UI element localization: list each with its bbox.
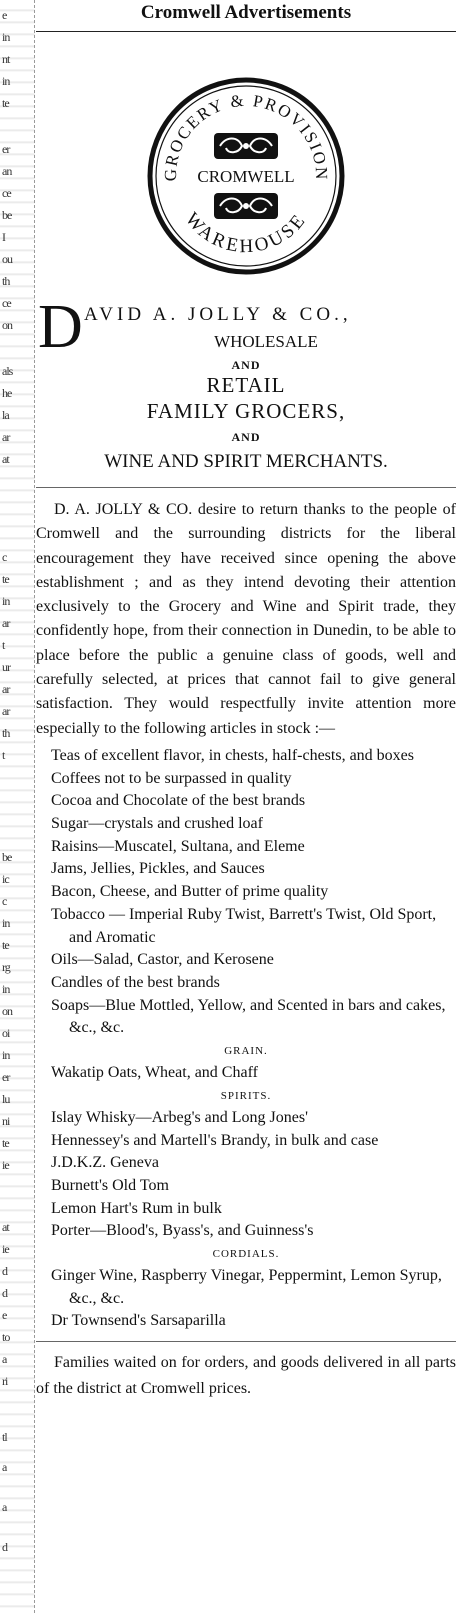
list-item: Oils—Salad, Castor, and Kerosene [51,951,274,969]
strip-fragment: als [2,364,13,378]
list-item: Bacon, Cheese, and Butter of prime quality [51,883,329,901]
cordials-heading: CORDIALS. [212,1248,280,1261]
list-item: Dr Townsend's Sarsaparilla [51,1312,226,1330]
emblem-center-text: CROMWELL [197,167,295,186]
strip-fragment: ar [2,616,10,630]
list-item: J.D.K.Z. Geneva [51,1154,159,1172]
list-item: Candles of the best brands [51,974,220,991]
strip-fragment: ie [2,1242,9,1256]
strip-fragment: t [2,748,5,762]
list-item: Cocoa and Chocolate of the best brands [51,792,306,810]
list-item: Ginger Wine, Raspberry Vinegar, Peppermint, Lemon Syrup, &c., &c. [51,1267,442,1307]
wholesale-line: WHOLESALE [214,332,318,351]
strip-fragment: in [2,30,10,44]
drop-cap: D [38,293,83,361]
list-item: Coffees not to be surpassed in quality [51,769,292,787]
strip-fragment: lu [2,1092,10,1106]
strip-fragment: c [2,894,7,908]
list-item: Raisins—Muscatel, Sultana, and Eleme [51,837,305,855]
strip-fragment: ce [2,296,11,310]
spirits-heading: SPIRITS. [220,1089,272,1102]
strip-fragment: he [2,386,12,400]
list-item: Lemon Hart's Rum in bulk [51,1199,222,1217]
emblem-arc-top-text: GROCERY & PROVISION [160,90,332,182]
strip-fragment: at [2,1220,9,1234]
list-item: Soaps—Blue Mottled, Yellow, and Scented in bars and cakes, &c., &c. [51,996,446,1037]
strip-fragment: to [2,1330,10,1344]
list-item: Hennessey's and Martell's Brandy, in bulk and case [51,1131,379,1149]
strip-fragment: in [2,916,10,930]
strip-fragment: ar [2,704,10,718]
and-separator: AND [231,430,261,444]
strip-fragment: c [2,550,7,564]
list-item: Wakatip Oats, Wheat, and Chaff [51,1064,258,1082]
strip-fragment: be [2,208,12,222]
adjacent-column-strip [0,0,35,1613]
strip-fragment: rg [2,960,10,974]
emblem-arc-bottom-text: WAREHOUSE [180,208,311,258]
ornament-bottom-icon [214,193,278,219]
strip-fragment: er [2,1070,10,1084]
strip-fragment: nt [2,52,10,66]
wine-spirit-line: WINE AND SPIRIT MERCHANTS. [36,451,456,488]
strip-fragment: ar [2,682,10,696]
strip-fragment: d [2,1264,7,1278]
strip-fragment: in [2,1048,10,1062]
strip-fragment: e [2,8,7,22]
strip-fragment: tl [2,1430,7,1444]
strip-fragment: ni [2,1114,10,1128]
strip-fragment: ic [2,872,9,886]
strip-fragment: a [2,1500,7,1514]
list-item: Burnett's Old Tom [51,1176,169,1194]
strip-fragment: a [2,1352,7,1366]
list-item: Jams, Jellies, Pickles, and Sauces [51,860,265,878]
strip-fragment: te [2,96,9,110]
strip-fragment: on [2,318,12,332]
strip-fragment: I [2,230,5,244]
strip-fragment: te [2,938,9,952]
strip-fragment: te [2,572,9,586]
list-item: Teas of excellent flavor, in chests, half-chests, and boxes [51,746,414,764]
list-item: Islay Whisky—Arbeg's and Long Jones' [51,1108,308,1126]
firm-name: AVID A. JOLLY & CO., [84,304,352,325]
list-item: Tobacco — Imperial Ruby Twist, Barrett's Twist, Old Sport, and Aromatic [51,905,437,946]
strip-fragment: oi [2,1026,10,1040]
strip-fragment: at [2,452,9,466]
strip-fragment: e [2,1308,7,1322]
and-separator: AND [231,358,261,372]
strip-fragment: on [2,1004,12,1018]
strip-fragment: t [2,638,5,652]
strip-fragment: be [2,850,12,864]
list-item: Sugar—crystals and crushed loaf [51,815,263,833]
strip-fragment: er [2,142,10,156]
strip-fragment: d [2,1286,7,1300]
strip-fragment: ce [2,186,11,200]
grain-heading: GRAIN. [224,1045,268,1058]
warehouse-emblem [146,76,346,276]
strip-fragment: ie [2,1158,9,1172]
list-item: Porter—Blood's, Byass's, and Guinness's [51,1222,314,1240]
advertisement-column [36,0,456,1402]
strip-fragment: la [2,408,9,422]
strip-fragment: th [2,274,10,288]
strip-fragment: ur [2,660,10,674]
firm-name-block [36,293,456,361]
stock-list [36,745,456,1333]
column-header: Cromwell Advertisements [36,0,456,32]
family-grocers-line: FAMILY GROCERS, [146,399,346,423]
intro-paragraph: D. A. JOLLY & CO. desire to return thanks to the people of Cromwell and the surrounding districts for the liberal encouragement they have received since opening the above establishment ; and as they intend devoting their attention exclusively to the Grocery and Wine and Spirit trade, they confidently hope, from their connection in Dunedin, to be able to place before the public a genuine class of goods, well and carefully selected, at prices that cannot fail to give general satisfaction. They would respectfully invite attention more especially to the following articles in stock :— [36,501,456,737]
strip-fragment: a [2,1460,7,1474]
strip-fragment: ou [2,252,12,266]
strip-fragment: an [2,164,12,178]
footer-paragraph: Families waited on for orders, and goods delivered in all parts of the district at Cromwell prices. [36,1341,456,1402]
strip-fragment: in [2,982,10,996]
strip-fragment: th [2,726,10,740]
ornament-top-icon [214,133,278,159]
strip-fragment: in [2,74,10,88]
general-items [36,745,456,1040]
strip-fragment: d [2,1540,7,1554]
strip-fragment: te [2,1136,9,1150]
strip-fragment: in [2,594,10,608]
strip-fragment: ri [2,1374,8,1388]
retail-line: RETAIL [206,373,286,397]
strip-fragment: ar [2,430,10,444]
